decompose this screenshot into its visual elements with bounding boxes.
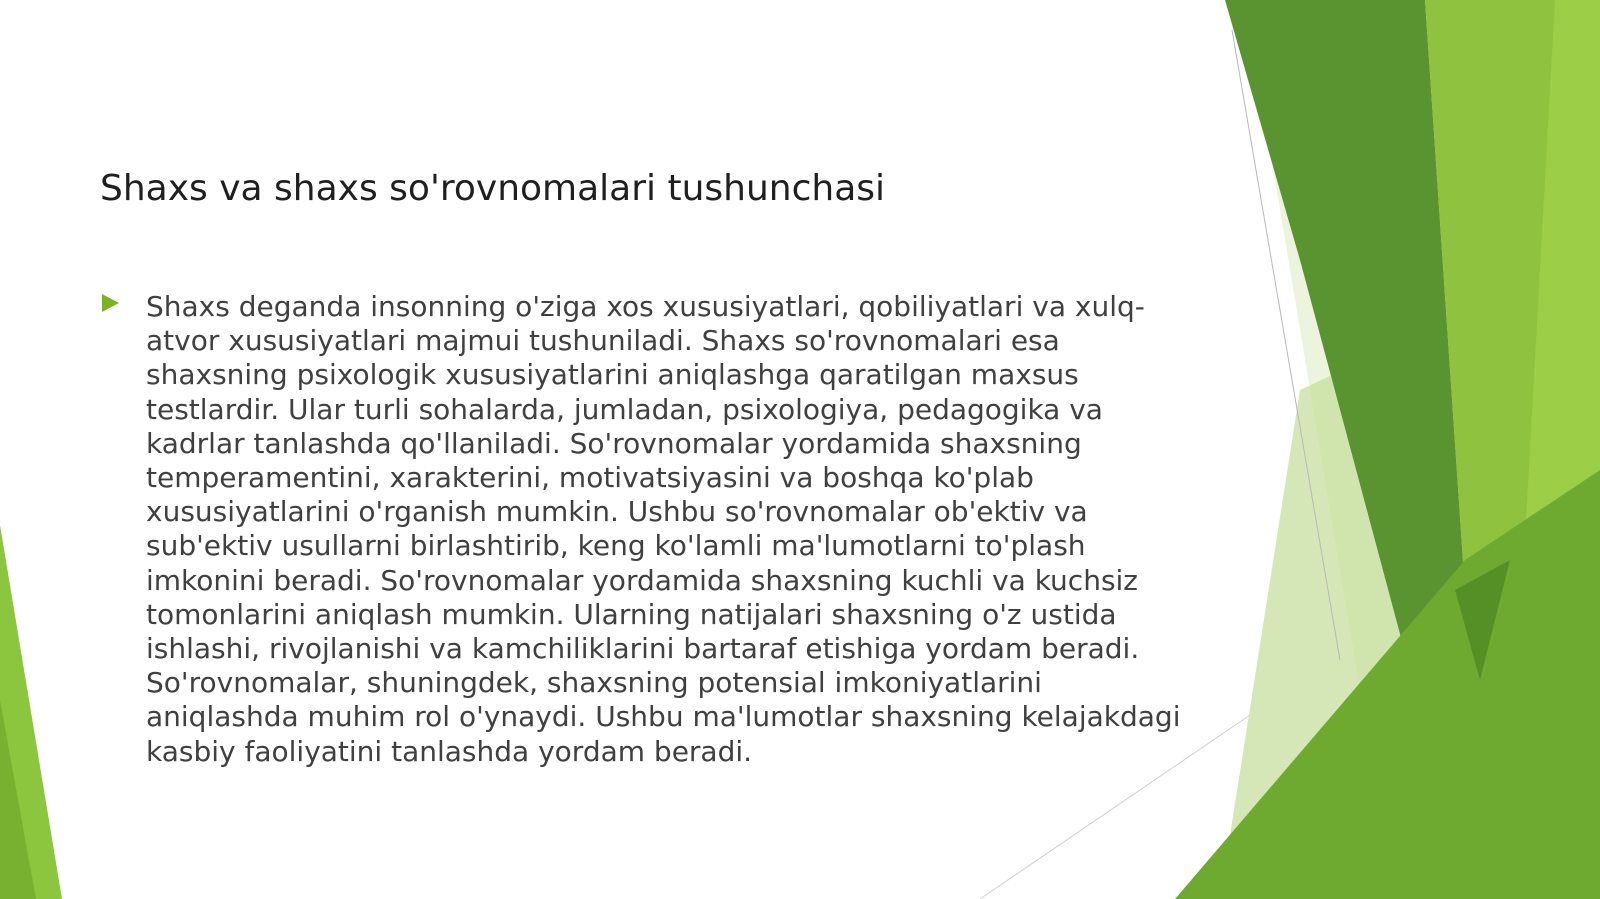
slide-title: Shaxs va shaxs so'rovnomalari tushunchasi [100,168,886,209]
triangle-bullet-icon [102,294,119,312]
bullet-list [100,290,1200,769]
bullet-text: Shaxs deganda insonning o'ziga xos xususiyatlari, qobiliyatlari va xulq-atvor xususiyatlari majmui tushuniladi. Shaxs so'rovnomalari esa shaxsning psixologik xususiyatlarini aniqlashga qaratilgan maxsus testlardir. Ular turli sohalarda, jumladan, psixologiya, pedagogika va kadrlar tanlashda qo'llaniladi. So'rovnomalar yordamida shaxsning temperamentini, xarakterini, motivatsiyasini va boshqa ko'plab xususiyatlarini o'rganish mumkin. Ushbu so'rovnomalar ob'ektiv va sub'ektiv usullarni birlashtirib, keng ko'lamli ma'lumotlarni to'plash imkonini beradi. So'rovnomalar yordamida shaxsning kuchli va kuchsiz tomonlarini aniqlash mumkin. Ularning natijalari shaxsning o'z ustida ishlashi, rivojlanishi va kamchiliklarini bartaraf etishiga yordam beradi. So'rovnomalar, shuningdek, shaxsning potensial imkoniyatlarini aniqlashda muhim rol o'ynaydi. Ushbu ma'lumotlar shaxsning kelajakdagi kasbiy faoliyatini tanlashda yordam beradi. [146,290,1181,768]
